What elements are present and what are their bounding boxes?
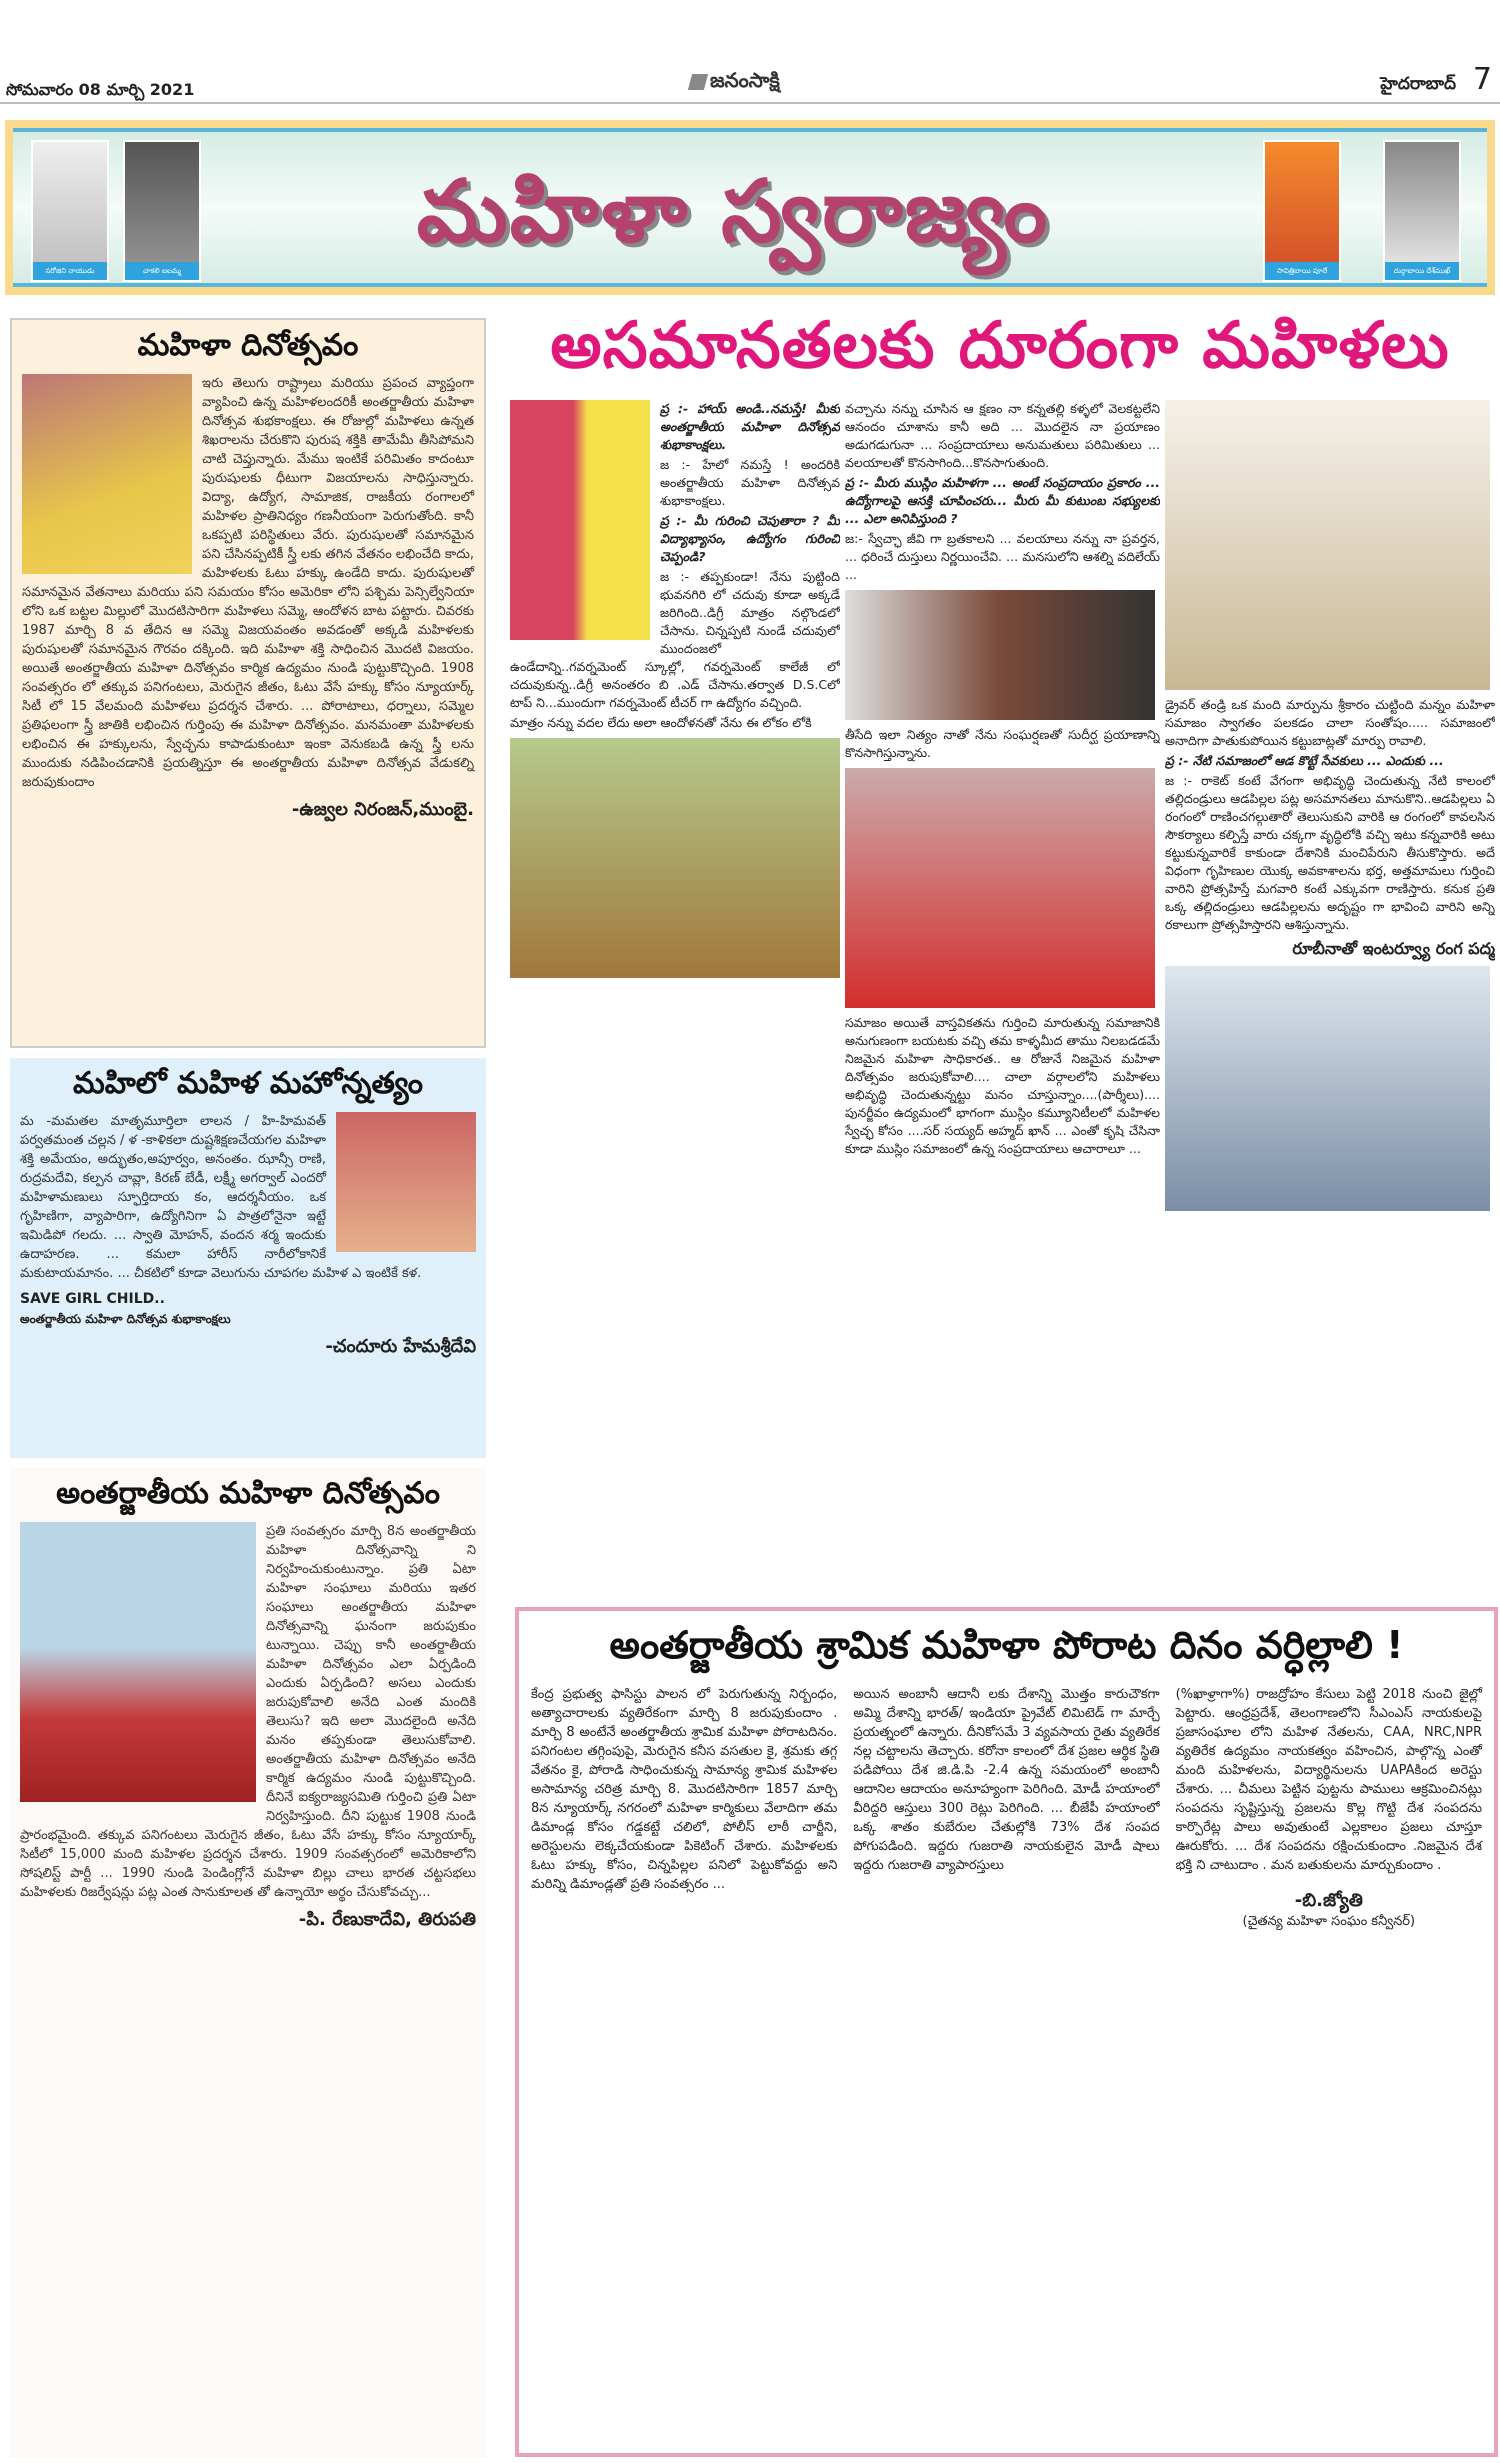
feature-photo-pair xyxy=(510,400,650,640)
article-body: మ -మమతల మాతృమూర్తిలా లాలన / హి-హిమవత్ పర్వతమంత చల్లన / ళ -కాళికలా దుష్టశిక్షణచేయగల మహిళా శక్తి అమేయం, అద్భుతం,అపూర్వం, అనంతం. ఝాన్సీ రాణి, రుద్రమదేవి, కల్పన చావ్లా, కిరణ్ బేడీ, లక్ష్మీ అగర్వాల్ ఎందరో మహిళామణులు స్ఫూర్తిదాయ కం, ఆదర్శనీయం. ఒక గృహిణిగా, వ్యాపారిగా, ఉద్యోగినిగా ఏ పాత్రలోనైనా ఇట్టే ఇమిడిపో గలదు. ... స్వాతి మోహన్, వందన శర్మ ఇందుకు ఉదాహరణ. ... కమలా హారీస్ నారీలోకానికే మకుటాయమానం. ... చీకటిలో కూడా వెలుగును చూపగల మహిళ ఎ ఇంటికే కళ. xyxy=(20,1114,422,1281)
issue-date: సోమవారం 08 మార్చి 2021 xyxy=(6,80,195,99)
signature-role: (చైతన్య మహిళా సంఘం కన్వీనర్) xyxy=(1242,1914,1416,1929)
answer: సమాజం అయితే వాస్తవికతను గుర్తించి మారుతున్న సమాజానికి అనుగుణంగా బయటకు వచ్చి తమ కాళ్ళమీద తాము నిలబడడమే నిజమైన మహిళా సాధికారత.. ఆ రోజునే నిజమైన మహిళా దినోత్సవం జరుపుకోవాలి.... చాలా వర్గాలలోని మహిళలు అభివృద్ధి చెందుతున్నట్టు మనం చూస్తున్నాం....(పార్శీలు).... పునర్జీవం ఉద్యమంలో భాగంగా ముస్లిం కమ్యూనిటీలలో మహిళల స్వేచ్ఛ కోసం ....సర్ సయ్యద్ అహ్మద్ ఖాన్ ... ఎంతో కృషి చేసినా కూడా ముస్లిం సమాజంలో ఉన్న సంప్రదాయాలు ఆచారాలూ ... xyxy=(845,1015,1160,1156)
feature-column-2 xyxy=(845,400,1160,1600)
article-shramika-mahila xyxy=(515,1607,1498,2457)
banner-portrait xyxy=(123,140,201,282)
article-column: కేంద్ర ప్రభుత్వ ఫాసిస్టు పాలన లో పెరుగుతున్న నిర్బంధం, అత్యాచారాలకు వ్యతిరేకంగా మార్చి 8 జరుపుకుందాం . మార్చి 8 అంటేనే అంతర్జాతీయ శ్రామిక మహిళా పోరాటదినం. పనిగంటల తగ్గింపుపై, మెరుగైన కనీస వసతుల కై, శ్రమకు తగ్గ వేతనం కై, పోరాడి సాధించుకున్న సామాన్య శ్రామిక మహిళల అసామాన్య చరిత్ర మార్చి 8. మొదటిసారిగా 1857 మార్చి 8న న్యూయార్క్ నగరంలో మహిళా కార్మికులు వేలాదిగా తమ డిమాండ్ల కోసం గడ్డకట్టే చలిలో, పోలీస్ లాఠీ చార్జీని, అరెస్టులను లెక్కచేయకుండా పికెటింగ్ చేశారు. మహిళలకు ఓటు హక్కు కోసం, చిన్నపిల్లల పనిలో పెట్టుకోవద్దు అని మరిన్ని డిమాండ్లతో ప్రతి సంవత్సరం ... xyxy=(531,1687,838,1892)
feature-photo-police xyxy=(1165,400,1490,690)
article-signature: -ఉజ్వల నిరంజన్,ముంబై. xyxy=(291,799,474,820)
answer: తీసేది ఇలా నిత్యం నాతో నేను సంఘర్షణతో సుదీర్ఘ ప్రయాణాన్ని కొనసాగిస్తున్నాను. xyxy=(845,727,1160,760)
portrait-caption: సావిత్రిబాయి పూలే xyxy=(1265,262,1339,280)
article-title: అంతర్జాతీయ మహిళా దినోత్సవం xyxy=(56,1476,440,1511)
feature-photo-shop xyxy=(1165,966,1490,1211)
answer: వచ్చాను నన్ను చూసిన ఆ క్షణం నా కన్నతల్లి కళ్ళలో వెలకట్టలేని ఆనందం చూశాను కానీ అది ... మొదలైన నా ప్రయాణం అడుగడుగునా ... సంప్రదాయాలు అనుమతులు పరిమితులు ... వలయాలతో కొనసాగింది...కొనసాగుతుంది. xyxy=(845,401,1160,470)
author-photo xyxy=(20,1522,256,1802)
question: ప్ర :- నేటి సమాజంలో ఆడ కొట్టే సేవకులు ... ఎందుకు ... xyxy=(1165,753,1444,768)
article-signature: -చందూరు హేమశ్రీదేవి xyxy=(325,1336,476,1357)
feature-photo-portrait xyxy=(845,768,1155,1008)
feature-column-1 xyxy=(510,400,840,1600)
article-body: ప్రతి సంవత్సరం మార్చి 8న అంతర్జాతీయ మహిళా దినోత్సవాన్ని ని నిర్వహించుకుంటున్నాం. ప్రతి ఏటా మహిళా సంఘాలు మరియు ఇతర సంఘాలు అంతర్జాతీయ మహిళా దినోత్సవాన్ని ఘనంగా జరుపుకుం టున్నాయి. చెప్పు కానీ అంతర్జాతీయ మహిళా దినోత్సవం ఎలా ఏర్పడింది ఎందుకు ఏర్పడింది? అసలు ఎందుకు జరుపుకోవాలి అనేది ఎంత మందికి తెలుసు? ఇది అలా మొదలైంది అనేది మనం తప్పకుండా తెలుసుకోవాలి. అంతర్జాతీయ మహిళా దినోత్సవం అనేది కార్మిక ఉద్యమం నుండి పుట్టుకొచ్చింది. దీనినే ఐక్యరాజ్యసమితి గుర్తించి ప్రతి ఏటా నిర్వహిస్తుంది. దీని పుట్టుక 1908 నుండి ప్రారంభమైంది. తక్కువ పనిగంటలు మెరుగైన జీతం, ఓటు వేసే హక్కు కోసం న్యూయార్క్ సిటీలో 15,000 మంది మహిళల ప్రదర్శన చేశారు. 1909 సంవత్సరంలో అమెరికాలోని సోషలిస్ట్ పార్టీ ... 1990 నుండి పెండింగ్లోనే మహిళా బిల్లు చాలు భారత చట్టసభలు మహిళలకు రిజర్వేషన్లు పట్ల ఎంత సానుకూలత తో ఉన్నాయో అర్థం చేసుకోవచ్చు... xyxy=(20,1524,476,1900)
portrait-caption: చాకలి ఐలమ్మ xyxy=(125,262,199,280)
page-banner xyxy=(5,120,1495,295)
article-title: మహిలో మహిళ మహోన్నత్యం xyxy=(73,1066,423,1101)
answer: జ :- హేలో నమస్తే ! అందరికి అంతర్జాతీయ మహిళా దినోత్సవ శుభాకాంక్షలు. xyxy=(660,457,840,508)
banner-portrait xyxy=(1383,140,1461,282)
answer: జ :- తప్పకుండా! నేను పుట్టింది భువనగిరి లో చదువు కూడా అక్కడే జరిగింది..డిగ్రీ మాత్రం నల్గొండలో చేసాను. చిన్నప్పటి నుండే చదువులో ముందంజలో ఉండేదాన్ని..గవర్నమెంట్ స్కూల్లో, గవర్నమెంట్ కాలేజీ లో చదువుకున్న..డిగ్రీ అనంతరం బి .ఎడ్ చేసాను.తర్వాత D.S.Cలో టాప్ ని...ముందుగా గవర్నమెంట్ టీచర్ గా ఉద్యోగం వచ్చింది. xyxy=(510,569,840,710)
author-photo xyxy=(336,1112,476,1252)
feature-headline: అసమానతలకు దూరంగా మహిళలు xyxy=(550,309,1450,383)
page-number: 7 xyxy=(1472,62,1492,97)
author-photo xyxy=(22,374,192,574)
banner-portrait xyxy=(1263,140,1341,282)
article-mahila-dinotsavam xyxy=(10,318,486,1048)
edition-city: హైదరాబాద్ xyxy=(1380,74,1456,94)
article-title: మహిళా దినోత్సవం xyxy=(137,328,359,363)
question: ప్ర :- హాయ్ అండి..నమస్తే! మీకు అంతర్జాతీయ మహిళా దినోత్సవ శుభాకాంక్షలు. xyxy=(660,401,840,452)
masthead xyxy=(0,60,1500,104)
article-column: అయిన అంబానీ ఆదానీ లకు దేశాన్ని మొత్తం కారుచౌకగా అమ్మి దేశాన్ని భారత్/ ఇండియా ప్రైవేట్ లిమిటెడ్ గా మార్చే ప్రయత్నంలో ఉన్నారు. దీనికోసమే 3 వ్యవసాయ రైతు వ్యతిరేక నల్ల చట్టాలను తెచ్చారు. కరోనా కాలంలో దేశ ప్రజల ఆర్థిక స్థితి పడిపోయి దేశ జి.డి.పి -2.4 ఉన్న సమయంలో అంబానీ ఆదానిల ఆదాయం అనూహ్యంగా పెరిగింది. మోడీ హయాంలో వీరిద్దరి ఆస్తులు 300 రెట్లు పెరిగింది. ... బీజేపీ హయాంలో ఒక్క శాతం కుబేరుల చేతుల్లోకి 73% దేశ సంపద పోగుపడింది. ఇద్దరు గుజరాతి నాయకులైన మోడీ షాలు ఇద్దరు గుజరాతి వ్యాపారస్తులు xyxy=(853,1687,1160,1873)
question: ప్ర :- మీరు ముస్లిం మహిళగా ... అంటే సంప్రదాయం ప్రకారం ... ఉద్యోగాలపై ఆసక్తి చూపించరు... మీరు మీ కుటుంబ సభ్యులకు ... ఎలా అనిపిస్తుంది ? xyxy=(845,475,1160,526)
answer: జ :- రాకెట్ కంటే వేగంగా అభివృద్ధి చెందుతున్న నేటి కాలంలో తల్లిదండ్రులు ఆడపిల్లల పట్ల అసమానతలు మానుకొని..ఆడపిల్లలు ఏ రంగంలో రాణించగల్గుతారో తెలుసుకుని వారికి ఆ రంగంలో కావలసిన సౌకర్యాలు కల్పిస్తే వారు చక్కగా వృద్ధిలోకి వచ్చి ఇటు కన్నవారికి అటు కట్టుకున్నవారికే కాకుండా దేశానికి మంచిపేరుని తీసుకొస్తారు. అదే విధంగా గృహిణుల యొక్క అవకాశాలను భర్త, అత్తమామలు గుర్తించి వారిని ప్రోత్సహిస్తే మగవారి కంటే ఎక్కువగా రాణిస్తారు. కనుక ప్రతి ఒక్క తల్లిదండ్రులు ఆడపిల్లలను అదృష్టం గా భావించి వారిని అన్ని రకాలుగా ప్రోత్సహిస్తారని ఆశిస్తున్నాను. xyxy=(1165,773,1495,932)
article-antarjatiya-dinotsavam xyxy=(10,1468,486,2458)
portrait-caption: సరోజిని నాయుడు xyxy=(33,262,107,280)
feature-column-3 xyxy=(1165,400,1495,1600)
logo-mark-icon xyxy=(688,74,708,90)
question: ప్ర :- మీ గురించి చెపుతారా ? మీ విద్యాభ్యాసం, ఉద్యోగం గురించి చెప్పండి? xyxy=(660,513,840,564)
article-mahilo-mahila xyxy=(10,1058,486,1458)
article-signature: -బి.జ్యోతి xyxy=(1294,1890,1363,1911)
article-body: ఇరు తెలుగు రాష్ట్రాలు మరియు ప్రపంచ వ్యాప్తంగా వ్యాపించి ఉన్న మహిళలందరికీ అంతర్జాతీయ మహిళా దినోత్సవ శుభకాంక్షలు. ఈ రోజుల్లో మహిళలు ఉన్నత శిఖరాలను చేరుకొని పురుష శక్తికి తామేమీ తీసిపోమని చాటి చెప్తున్నారు. మేము ఇంటికే పరిమితం కాదంటూ పురుషులకు ధీటుగా విజయాలను సాధిస్తున్నారు. విద్యా, ఉద్యోగ, సామాజిక, రాజకీయ రంగాలలో మహిళల ప్రాతినిధ్యం గణనీయంగా పెరుగుతోంది. కానీ ఒకప్పటి పరిస్థితులు వేరు. పురుషులతో సమానమైన పని చేసినప్పటికీ స్త్రీ లకు తగిన వేతనం లభించేది కాదు, మహిళలకు ఓటు హక్కు ఉండేది కాదు. పురుషులతో సమానమైన వేతనాలు మరియు పని సమయం కోసం అమెరికా లోని పశ్చిమ పెన్సిల్వేనియా లోని ఒక బట్టల మిల్లులో మొదటిసారిగా మహిళలు సమ్మె, ఆందోళన బాట పట్టారు. చివరకు 1987 మార్చి 8 వ తేదిన ఆ సమ్మె విజయవంతం అవడంతో అక్కడి మహిళలకు పురుషులతో సమానమైన గౌరవం దక్కింది. ఇది మహిళా శక్తి సాధించిన మొదటి విజయం. అయితే అంతర్జాతీయ మహిళా దినోత్సవం కార్మిక ఉద్యమం నుండి పుట్టుకొచ్చింది. 1908 సంవత్సరం లో తక్కువ పనిగంటలు, మెరుగైన జీతం, ఓటు వేసే హక్కు కోసం న్యూయార్క్ సిటీ లో 15 వేలమంది మహిళలు ప్రదర్శన చేశారు. ... పోరాటాలు, ధర్నాలు, సమ్మెల ప్రతిఫలంగా స్త్రీ జాతికి లభించిన గుర్తింపు ఈ మహిళా దినోత్సవం. మనమంతా మహిళలకు లభించిన ఈ హక్కులను, స్వేచ్ఛను కాపాడుకుంటూ ఇంకా వెనుకబడి ఉన్న స్త్రీ లను ముందుకు నడిపించడానికి ప్రయత్నిస్తూ ఈ అంతర్జాతీయ మహిళా దినోత్సవ వేడుకల్ని జరుపుకుందాం xyxy=(22,376,474,790)
logo-text: జనంసాక్షి xyxy=(710,68,780,92)
feature-photo-family xyxy=(510,738,840,978)
interview-byline: రూబీనాతో ఇంటర్వ్యూ రంగ పద్మ xyxy=(1292,939,1495,958)
answer: డ్రైవర్ తండ్రి ఒక మంది మార్పును శ్రీకారం చుట్టింది మన్నం మహిళా సమాజం స్వాగతం పలకడం చాలా సంతోషం..... సమాజంలో అనాదిగా పాతుకుపోయిన కట్టుబాట్లతో మార్పు రావాలి. xyxy=(1165,697,1495,748)
answer: మాత్రం నన్ను వదల లేదు అలా ఆందోళనతో నేను ఈ లోకం లోకి xyxy=(510,715,812,730)
save-girl-child: SAVE GIRL CHILD.. xyxy=(20,1291,165,1307)
banner-portrait xyxy=(31,140,109,282)
article-column: (%ఖాళ్రాగా%) రాజద్రోహం కేసులు పెట్టి 2018 నుంచి జైల్లో పెట్టారు. ఆంధ్రప్రదేశ్, తెలంగాణలోని సీఎంఎస్ నాయకులపై ప్రజాసంఘాల లోని మహిళ నేతలను, CAA, NRC,NPR వ్యతిరేక ఉద్యమం నాయకత్వం వహించిన, పాల్గొన్న ఎంతో మంది మహిళలను, విద్యార్థినులను UAPAకింద అరెస్టు చేశారు. ... చీమలు పెట్టిన పుట్టను పాములు ఆక్రమించినట్లు సంపదను సృష్టిస్తున్న ప్రజలను కొల్ల గొట్టి దేశ సంపదను కార్పొరేట్ల పాలు అవుతుంటే ఎల్లకాలం ప్రజలు చూస్తూ ఊరుకోరు. ... దేశ సంపదను రక్షించుకుందాం .నిజమైన దేశ భక్తి ని చాటుదాం . మన బతుకులను మార్చుకుందాం . xyxy=(1175,1687,1482,1873)
article-title: అంతర్జాతీయ శ్రామిక మహిళా పోరాట దినం వర్ధిల్లాలి ! xyxy=(609,1623,1404,1667)
article-signature: -పి. రేణుకాదేవి, తిరుపతి xyxy=(298,1909,476,1930)
wish-line: అంతర్జాతీయ మహిళా దినోత్సవ శుభాకాంక్షలు xyxy=(20,1312,231,1326)
feature-photo-masked xyxy=(845,590,1155,720)
portrait-caption: దుర్గాబాయి దేశ్‌ముఖ్ xyxy=(1385,262,1459,280)
answer: జ:- స్వేచ్ఛా జీవి గా బ్రతకాలని ... వలయాలు నన్ను నా ప్రవర్తన, ... ధరించే దుస్తులు నిర్ణయించేవి. ... మనసులోని ఆశల్ని వదిలేయ్ ... xyxy=(845,531,1160,582)
banner-title: మహిళా స్వరాజ్యం xyxy=(416,162,1050,262)
newspaper-logo xyxy=(690,68,780,97)
